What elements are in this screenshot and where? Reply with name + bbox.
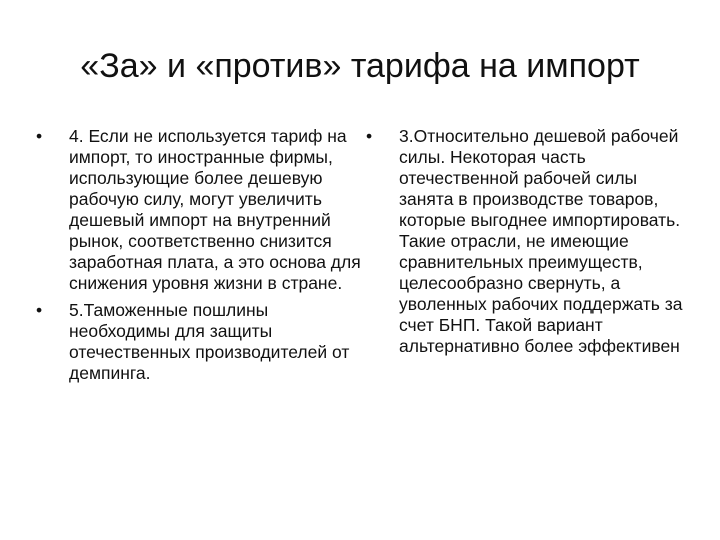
slide-title: «За» и «против» тарифа на импорт	[80, 47, 640, 85]
bullet-text: 3.Относительно дешевой рабочей силы. Некоторая часть отечественной рабочей силы занята в производстве товаров, которые выгоднее импортировать. Такие отрасли, не имеющие сравнительных преимуществ, целесообразно свернуть, а уволенных рабочих поддержать за счет БНП. Такой вариант альтернативно более эффективен	[399, 126, 683, 356]
right-column	[366, 126, 686, 363]
bullet-icon: •	[366, 126, 373, 146]
list-item	[36, 300, 366, 384]
left-bullet-list	[36, 126, 366, 384]
bullet-icon: •	[36, 300, 43, 320]
list-item	[366, 126, 686, 357]
right-bullet-list	[366, 126, 686, 357]
left-column	[36, 126, 366, 390]
list-item	[36, 126, 366, 294]
bullet-text: 5.Таможенные пошлины необходимы для защиты отечественных производителей от демпинга.	[69, 300, 350, 383]
bullet-icon: •	[36, 126, 43, 146]
bullet-text: 4. Если не используется тариф на импорт, то иностранные фирмы, использующие более дешевую рабочую силу, могут увеличить дешевый импорт на внутренний рынок, соответственно снизится заработная плата, а это основа для снижения уровня жизни в стране.	[69, 126, 361, 293]
